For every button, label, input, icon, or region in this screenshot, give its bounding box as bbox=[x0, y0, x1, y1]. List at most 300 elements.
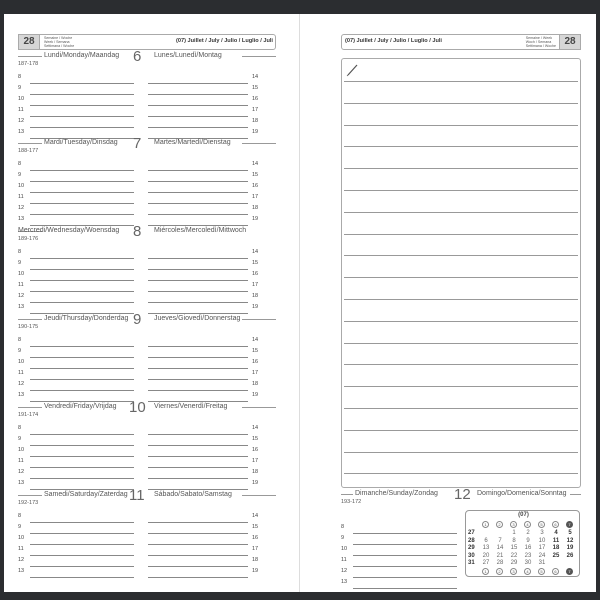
hour-label: 17 bbox=[252, 546, 259, 552]
cover-right-edge bbox=[596, 0, 600, 600]
calendar-day[interactable]: 11 bbox=[552, 537, 560, 544]
weekday-circle: 3 bbox=[510, 521, 517, 528]
hour-label: 18 bbox=[252, 381, 259, 387]
hour-label: 10 bbox=[18, 183, 25, 189]
writing-line[interactable] bbox=[30, 566, 134, 567]
hour-row[interactable] bbox=[18, 304, 276, 315]
note-line[interactable] bbox=[344, 190, 578, 191]
weekday-circle: 7 bbox=[566, 521, 573, 528]
hour-label: 13 bbox=[18, 480, 25, 486]
weekday-circle: 5 bbox=[538, 521, 545, 528]
hour-label: 8 bbox=[18, 337, 22, 343]
day-name-left: Samedi/Saturday/Zaterdag bbox=[44, 491, 128, 498]
writing-line[interactable] bbox=[148, 456, 248, 457]
hour-label: 17 bbox=[252, 282, 259, 288]
hour-label: 16 bbox=[252, 183, 259, 189]
writing-line[interactable] bbox=[30, 379, 134, 380]
weekday-circle: 2 bbox=[496, 568, 503, 575]
divider bbox=[242, 319, 276, 320]
hour-row[interactable] bbox=[18, 194, 276, 205]
writing-line[interactable] bbox=[30, 203, 134, 204]
hour-row[interactable] bbox=[18, 96, 276, 107]
writing-line[interactable] bbox=[30, 478, 134, 479]
left-page bbox=[4, 14, 299, 592]
hour-row[interactable] bbox=[18, 249, 276, 260]
hour-label: 8 bbox=[18, 425, 22, 431]
writing-line[interactable] bbox=[148, 555, 248, 556]
writing-line[interactable] bbox=[30, 269, 134, 270]
note-line[interactable] bbox=[344, 277, 578, 278]
hour-label: 19 bbox=[252, 568, 259, 574]
calendar-day[interactable]: 14 bbox=[496, 545, 504, 552]
hour-label: 12 bbox=[341, 568, 348, 574]
writing-line[interactable] bbox=[30, 368, 134, 369]
hour-label: 19 bbox=[252, 304, 259, 310]
hour-label: 11 bbox=[341, 557, 347, 563]
note-line[interactable] bbox=[344, 430, 578, 431]
hour-label: 12 bbox=[18, 381, 25, 387]
day-block bbox=[18, 399, 276, 491]
hour-label: 16 bbox=[252, 96, 259, 102]
mini-calendar-title: (07) bbox=[518, 512, 529, 518]
hour-label: 10 bbox=[341, 546, 348, 552]
pen-icon bbox=[346, 63, 360, 77]
note-line[interactable] bbox=[344, 408, 578, 409]
weekday-circle: 1 bbox=[482, 521, 489, 528]
hour-row[interactable] bbox=[18, 74, 276, 85]
hour-label: 10 bbox=[18, 535, 25, 541]
hour-label: 8 bbox=[18, 74, 22, 80]
day-of-year: 187-178 bbox=[18, 61, 39, 67]
writing-line[interactable] bbox=[30, 170, 134, 171]
hour-row[interactable] bbox=[18, 85, 276, 96]
day-number: 11 bbox=[129, 487, 145, 504]
hour-row[interactable] bbox=[18, 546, 276, 557]
writing-line[interactable] bbox=[353, 533, 457, 534]
hour-label: 9 bbox=[18, 524, 22, 530]
hour-label: 17 bbox=[252, 370, 259, 376]
hour-row[interactable] bbox=[18, 216, 276, 227]
weekday-circle: 6 bbox=[552, 568, 559, 575]
writing-line[interactable] bbox=[148, 170, 248, 171]
hour-label: 14 bbox=[252, 425, 259, 431]
hour-label: 17 bbox=[252, 458, 259, 464]
calendar-day[interactable]: 13 bbox=[482, 545, 490, 552]
writing-line[interactable] bbox=[30, 533, 134, 534]
writing-line[interactable] bbox=[148, 401, 248, 402]
divider bbox=[18, 407, 42, 408]
writing-line[interactable] bbox=[30, 83, 134, 84]
writing-line[interactable] bbox=[148, 302, 248, 303]
writing-line[interactable] bbox=[30, 258, 134, 259]
calendar-day[interactable]: 7 bbox=[498, 537, 502, 544]
calendar-day[interactable]: 19 bbox=[566, 545, 574, 552]
note-line[interactable] bbox=[344, 364, 578, 365]
writing-line[interactable] bbox=[353, 544, 457, 545]
hour-label: 16 bbox=[252, 535, 259, 541]
writing-line[interactable] bbox=[30, 357, 134, 358]
hour-label: 11 bbox=[18, 546, 24, 552]
hour-row[interactable] bbox=[341, 524, 461, 535]
day-name-left: Lundi/Monday/Maandag bbox=[44, 52, 120, 59]
hour-label: 9 bbox=[18, 260, 22, 266]
writing-line[interactable] bbox=[353, 555, 457, 556]
day-of-year: 192-173 bbox=[18, 500, 39, 506]
calendar-day[interactable]: 28 bbox=[496, 560, 504, 567]
writing-line[interactable] bbox=[148, 181, 248, 182]
day-name-left: Dimanche/Sunday/Zondag bbox=[355, 490, 438, 497]
hour-row[interactable] bbox=[18, 183, 276, 194]
day-name-left: Mardi/Tuesday/Dinsdag bbox=[44, 139, 118, 146]
writing-line[interactable] bbox=[148, 368, 248, 369]
right-page bbox=[300, 14, 596, 592]
writing-line[interactable] bbox=[30, 445, 134, 446]
writing-line[interactable] bbox=[30, 555, 134, 556]
day-block bbox=[18, 48, 276, 140]
hour-row[interactable] bbox=[18, 458, 276, 469]
hour-row[interactable] bbox=[18, 425, 276, 436]
calendar-day[interactable]: 29 bbox=[510, 560, 518, 567]
cover-bottom-edge bbox=[0, 592, 600, 600]
hour-row[interactable] bbox=[18, 107, 276, 118]
calendar-day[interactable]: 25 bbox=[552, 552, 560, 559]
writing-line[interactable] bbox=[148, 533, 248, 534]
writing-line[interactable] bbox=[148, 390, 248, 391]
calendar-day[interactable]: 20 bbox=[482, 552, 490, 559]
writing-line[interactable] bbox=[30, 105, 134, 106]
hour-row[interactable] bbox=[18, 381, 276, 392]
divider bbox=[18, 319, 42, 320]
hour-label: 19 bbox=[252, 392, 259, 398]
hour-row[interactable] bbox=[18, 392, 276, 403]
weekday-circle: 1 bbox=[482, 568, 489, 575]
divider bbox=[242, 495, 276, 496]
note-line[interactable] bbox=[344, 168, 578, 169]
writing-line[interactable] bbox=[148, 434, 248, 435]
calendar-day[interactable]: 6 bbox=[484, 537, 488, 544]
hour-row[interactable] bbox=[18, 535, 276, 546]
writing-line[interactable] bbox=[148, 379, 248, 380]
calendar-day[interactable]: 22 bbox=[510, 552, 518, 559]
hour-row[interactable] bbox=[18, 348, 276, 359]
writing-line[interactable] bbox=[148, 258, 248, 259]
hour-label: 16 bbox=[252, 271, 259, 277]
hour-label: 15 bbox=[252, 436, 259, 442]
hour-row[interactable] bbox=[341, 579, 461, 590]
hour-row[interactable] bbox=[18, 282, 276, 293]
hour-row[interactable] bbox=[18, 568, 276, 579]
weekday-circle: 5 bbox=[538, 568, 545, 575]
note-line[interactable] bbox=[344, 81, 578, 82]
week-labels-right: Semaine / Week Woch / Semana Settimana / Woche bbox=[525, 36, 556, 49]
hour-label: 12 bbox=[18, 293, 25, 299]
day-name-left: Jeudi/Thursday/Donderdag bbox=[44, 315, 129, 322]
calendar-day[interactable]: 31 bbox=[538, 560, 546, 567]
writing-line[interactable] bbox=[30, 181, 134, 182]
weekday-circle: 2 bbox=[496, 521, 503, 528]
calendar-day[interactable]: 3 bbox=[540, 530, 544, 536]
writing-line[interactable] bbox=[30, 116, 134, 117]
week-number: 30 bbox=[468, 552, 475, 559]
calendar-day[interactable]: 12 bbox=[566, 537, 574, 544]
hour-row[interactable] bbox=[18, 513, 276, 524]
hour-label: 9 bbox=[341, 535, 345, 541]
day-name-right: Domingo/Domenica/Sonntag bbox=[477, 490, 567, 497]
hour-row[interactable] bbox=[18, 469, 276, 480]
hour-label: 14 bbox=[252, 74, 259, 80]
calendar-day[interactable]: 9 bbox=[526, 537, 530, 544]
hour-label: 8 bbox=[18, 513, 22, 519]
weekday-circle: 3 bbox=[510, 568, 517, 575]
hour-label: 12 bbox=[18, 205, 25, 211]
divider bbox=[242, 56, 276, 57]
hour-label: 14 bbox=[252, 249, 259, 255]
calendar-day[interactable]: 27 bbox=[482, 560, 490, 567]
writing-line[interactable] bbox=[148, 203, 248, 204]
writing-line[interactable] bbox=[148, 544, 248, 545]
note-line[interactable] bbox=[344, 255, 578, 256]
day-name-right: Jueves/Giovedì/Donnerstag bbox=[154, 315, 241, 322]
day-name-right: Viernes/Venerdì/Freitag bbox=[154, 403, 228, 410]
hour-row[interactable] bbox=[18, 370, 276, 381]
writing-line[interactable] bbox=[148, 346, 248, 347]
week-number-badge-right: 28 bbox=[559, 34, 581, 50]
calendar-day[interactable]: 17 bbox=[538, 545, 546, 552]
calendar-day[interactable]: 30 bbox=[524, 560, 532, 567]
month-label-right: (07) Juillet / July / Julio / Luglio / Juli bbox=[345, 38, 442, 44]
day-of-year: 191-174 bbox=[18, 412, 39, 418]
hour-row[interactable] bbox=[18, 271, 276, 282]
note-line[interactable] bbox=[344, 452, 578, 453]
week-number: 29 bbox=[468, 545, 475, 552]
hour-label: 10 bbox=[18, 359, 25, 365]
hour-row[interactable] bbox=[341, 568, 461, 579]
writing-line[interactable] bbox=[148, 566, 248, 567]
hour-label: 9 bbox=[18, 348, 22, 354]
weekday-circle: 4 bbox=[524, 521, 531, 528]
day-name-right: Lunes/Lunedì/Montag bbox=[154, 52, 222, 59]
writing-line[interactable] bbox=[30, 214, 134, 215]
hour-label: 12 bbox=[18, 469, 25, 475]
day-number: 10 bbox=[129, 399, 146, 416]
writing-line[interactable] bbox=[148, 269, 248, 270]
hour-label: 18 bbox=[252, 118, 259, 124]
writing-line[interactable] bbox=[148, 192, 248, 193]
divider bbox=[18, 143, 42, 144]
note-line[interactable] bbox=[344, 212, 578, 213]
writing-line[interactable] bbox=[148, 291, 248, 292]
week-number: 31 bbox=[468, 560, 475, 567]
day-name-left: Mercredi/Wednesday/Woensdag bbox=[18, 227, 120, 234]
writing-line[interactable] bbox=[30, 544, 134, 545]
notes-area[interactable] bbox=[341, 58, 581, 488]
day-number: 6 bbox=[133, 48, 142, 65]
note-line[interactable] bbox=[344, 103, 578, 104]
note-line[interactable] bbox=[344, 299, 578, 300]
hour-label: 18 bbox=[252, 557, 259, 563]
writing-line[interactable] bbox=[148, 127, 248, 128]
calendar-day[interactable]: 5 bbox=[568, 530, 572, 536]
writing-line[interactable] bbox=[30, 313, 134, 314]
calendar-day[interactable]: 8 bbox=[512, 537, 516, 544]
hour-label: 18 bbox=[252, 205, 259, 211]
hour-label: 8 bbox=[18, 249, 22, 255]
writing-line[interactable] bbox=[148, 83, 248, 84]
divider bbox=[242, 407, 276, 408]
hour-label: 19 bbox=[252, 480, 259, 486]
hour-label: 14 bbox=[252, 161, 259, 167]
hour-row[interactable] bbox=[18, 260, 276, 271]
writing-line[interactable] bbox=[148, 357, 248, 358]
writing-line[interactable] bbox=[30, 522, 134, 523]
hour-row[interactable] bbox=[18, 524, 276, 535]
weekday-circle: 7 bbox=[566, 568, 573, 575]
cover-top-edge bbox=[0, 0, 600, 14]
hour-row[interactable] bbox=[18, 293, 276, 304]
weekday-circle: 6 bbox=[552, 521, 559, 528]
divider bbox=[18, 56, 42, 57]
hour-label: 13 bbox=[18, 392, 25, 398]
day-number: 12 bbox=[454, 486, 471, 503]
calendar-day[interactable]: 24 bbox=[538, 552, 546, 559]
hour-label: 18 bbox=[252, 293, 259, 299]
hour-label: 10 bbox=[18, 447, 25, 453]
mini-calendar bbox=[465, 510, 580, 577]
day-block bbox=[18, 487, 276, 579]
writing-line[interactable] bbox=[148, 478, 248, 479]
day-number: 8 bbox=[133, 223, 142, 240]
writing-line[interactable] bbox=[353, 566, 457, 567]
calendar-day[interactable]: 2 bbox=[526, 530, 530, 536]
week-number-badge: 28 bbox=[18, 34, 40, 50]
hour-row[interactable] bbox=[18, 436, 276, 447]
day-number: 7 bbox=[133, 135, 142, 152]
hour-row[interactable] bbox=[18, 118, 276, 129]
note-line[interactable] bbox=[344, 343, 578, 344]
hour-label: 12 bbox=[18, 557, 25, 563]
calendar-day[interactable]: 1 bbox=[512, 530, 516, 536]
day-block bbox=[18, 223, 276, 315]
writing-line[interactable] bbox=[148, 94, 248, 95]
writing-line[interactable] bbox=[30, 489, 134, 490]
writing-line[interactable] bbox=[148, 105, 248, 106]
writing-line[interactable] bbox=[148, 313, 248, 314]
calendar-day[interactable]: 10 bbox=[538, 537, 546, 544]
writing-line[interactable] bbox=[30, 456, 134, 457]
writing-line[interactable] bbox=[148, 116, 248, 117]
note-line[interactable] bbox=[344, 146, 578, 147]
writing-line[interactable] bbox=[30, 434, 134, 435]
writing-line[interactable] bbox=[148, 577, 248, 578]
hour-label: 10 bbox=[18, 271, 25, 277]
note-line[interactable] bbox=[344, 321, 578, 322]
writing-line[interactable] bbox=[30, 94, 134, 95]
writing-line[interactable] bbox=[30, 467, 134, 468]
hour-label: 15 bbox=[252, 172, 259, 178]
writing-line[interactable] bbox=[30, 225, 134, 226]
writing-line[interactable] bbox=[30, 280, 134, 281]
writing-line[interactable] bbox=[353, 588, 457, 589]
hour-label: 13 bbox=[18, 129, 25, 135]
writing-line[interactable] bbox=[30, 127, 134, 128]
hour-row[interactable] bbox=[18, 447, 276, 458]
calendar-day[interactable]: 4 bbox=[554, 530, 558, 536]
hour-row[interactable] bbox=[341, 546, 461, 557]
writing-line[interactable] bbox=[148, 225, 248, 226]
hour-label: 15 bbox=[252, 348, 259, 354]
calendar-day[interactable]: 16 bbox=[524, 545, 532, 552]
writing-line[interactable] bbox=[353, 577, 457, 578]
hour-label: 13 bbox=[341, 579, 348, 585]
calendar-day[interactable]: 21 bbox=[496, 552, 504, 559]
hour-label: 8 bbox=[341, 524, 345, 530]
calendar-day[interactable]: 23 bbox=[524, 552, 532, 559]
note-line[interactable] bbox=[344, 386, 578, 387]
hour-label: 16 bbox=[252, 359, 259, 365]
writing-line[interactable] bbox=[30, 577, 134, 578]
hour-label: 14 bbox=[252, 513, 259, 519]
hour-row[interactable] bbox=[18, 161, 276, 172]
note-line[interactable] bbox=[344, 234, 578, 235]
divider bbox=[18, 495, 42, 496]
hour-row[interactable] bbox=[18, 359, 276, 370]
hour-label: 17 bbox=[252, 107, 259, 113]
day-name-right: Miércoles/Mercoledì/Mittwoch bbox=[154, 227, 247, 234]
day-of-year: 190-175 bbox=[18, 324, 39, 330]
hour-row[interactable] bbox=[341, 557, 461, 568]
writing-line[interactable] bbox=[148, 214, 248, 215]
writing-line[interactable] bbox=[148, 467, 248, 468]
divider bbox=[242, 143, 276, 144]
weekday-circle: 4 bbox=[524, 568, 531, 575]
hour-label: 10 bbox=[18, 96, 25, 102]
writing-line[interactable] bbox=[30, 192, 134, 193]
writing-line[interactable] bbox=[30, 390, 134, 391]
hour-row[interactable] bbox=[18, 172, 276, 183]
calendar-day[interactable]: 26 bbox=[566, 552, 574, 559]
hour-row[interactable] bbox=[18, 557, 276, 568]
week-labels: Semaine / Woche Week / Semana Settimana / Woche bbox=[44, 36, 75, 49]
writing-line[interactable] bbox=[148, 280, 248, 281]
hour-label: 9 bbox=[18, 436, 22, 442]
writing-line[interactable] bbox=[30, 302, 134, 303]
week-number: 28 bbox=[468, 537, 475, 544]
calendar-day[interactable]: 18 bbox=[552, 545, 560, 552]
month-label: (07) Juillet / July / Julio / Luglio / Juli bbox=[176, 38, 273, 44]
hour-label: 15 bbox=[252, 85, 259, 91]
writing-line[interactable] bbox=[148, 489, 248, 490]
writing-line[interactable] bbox=[148, 522, 248, 523]
day-name-right: Sábado/Sabato/Samstag bbox=[154, 491, 232, 498]
hour-label: 15 bbox=[252, 524, 259, 530]
calendar-day[interactable]: 15 bbox=[510, 545, 518, 552]
hour-row[interactable] bbox=[18, 337, 276, 348]
writing-line[interactable] bbox=[30, 291, 134, 292]
hour-label: 19 bbox=[252, 129, 259, 135]
day-of-year: 193-172 bbox=[341, 499, 362, 505]
hour-label: 15 bbox=[252, 260, 259, 266]
writing-line[interactable] bbox=[30, 401, 134, 402]
hour-row[interactable] bbox=[18, 480, 276, 491]
writing-line[interactable] bbox=[148, 445, 248, 446]
hour-row[interactable] bbox=[341, 535, 461, 546]
hour-label: 8 bbox=[18, 161, 22, 167]
hour-label: 19 bbox=[252, 216, 259, 222]
note-line[interactable] bbox=[344, 125, 578, 126]
writing-line[interactable] bbox=[30, 346, 134, 347]
note-line[interactable] bbox=[344, 473, 578, 474]
hour-row[interactable] bbox=[18, 205, 276, 216]
